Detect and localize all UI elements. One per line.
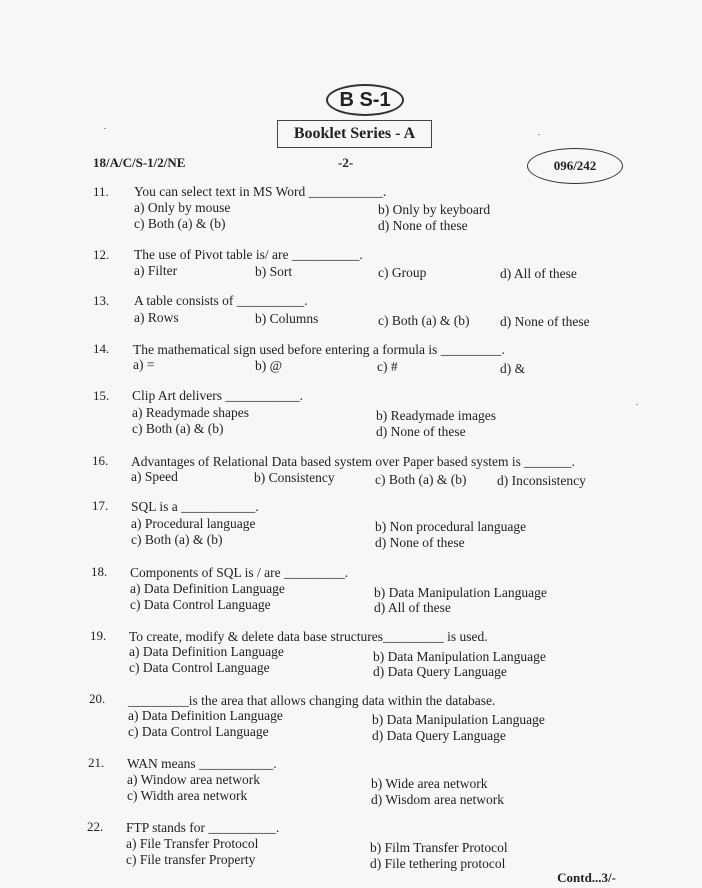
- option-c: c) File transfer Property: [126, 852, 256, 867]
- option-c: c) Both (a) & (b): [132, 421, 224, 436]
- question-text: Components of SQL is / are _________.: [130, 565, 349, 580]
- question-text: SQL is a ___________.: [131, 499, 259, 514]
- option-a: a) Procedural language: [131, 516, 256, 531]
- option-b: b) Wide area network: [371, 776, 488, 791]
- option-a: a) Only by mouse: [134, 200, 231, 215]
- option-b: b) Data Manipulation Language: [373, 649, 546, 664]
- option-d: d) None of these: [500, 314, 590, 329]
- option-d: d) Wisdom area network: [371, 792, 505, 807]
- option-a: a) Speed: [131, 469, 178, 484]
- series-code-badge: B S-1: [326, 84, 404, 116]
- option-d: d) All of these: [500, 266, 577, 281]
- option-d: d) Data Query Language: [373, 664, 507, 679]
- option-c: c) Both (a) & (b): [134, 216, 226, 231]
- question-number: 15.: [93, 388, 110, 403]
- option-c: c) Data Control Language: [130, 597, 271, 612]
- scan-speck: [636, 404, 638, 405]
- option-b: b) Data Manipulation Language: [372, 712, 545, 727]
- question-number: 13.: [93, 293, 110, 308]
- question-text: _________is the area that allows changing data within the database.: [128, 693, 496, 708]
- scan-speck: [538, 134, 540, 135]
- question-text: FTP stands for __________.: [126, 820, 280, 835]
- option-d: d) None of these: [376, 424, 466, 439]
- question-text: The use of Pivot table is/ are __________.: [134, 247, 363, 262]
- question-number: 16.: [92, 453, 109, 468]
- question-text: Clip Art delivers ___________.: [132, 388, 303, 403]
- option-b: b) Consistency: [254, 470, 335, 485]
- option-b: b) Sort: [255, 264, 293, 279]
- question-text: WAN means ___________.: [127, 756, 277, 771]
- option-a: a) Data Definition Language: [130, 581, 285, 596]
- option-c: c) Data Control Language: [129, 660, 270, 675]
- option-a: a) =: [133, 357, 155, 372]
- option-b: b) Only by keyboard: [378, 202, 491, 217]
- option-b: b) Readymade images: [376, 408, 496, 423]
- option-c: c) #: [377, 359, 398, 374]
- option-d: d) File tethering protocol: [370, 856, 506, 871]
- option-a: a) Filter: [134, 263, 178, 278]
- option-d: d) All of these: [374, 600, 451, 615]
- option-c: c) Data Control Language: [128, 724, 269, 739]
- option-d: d) &: [500, 361, 526, 376]
- question-number: 19.: [90, 628, 107, 643]
- option-c: c) Both (a) & (b): [375, 472, 467, 487]
- option-d: d) Inconsistency: [497, 473, 586, 488]
- question-text: A table consists of __________.: [134, 293, 308, 308]
- option-b: b) @: [255, 358, 283, 373]
- page-number: -2-: [338, 155, 354, 170]
- question-number: 17.: [92, 498, 109, 513]
- option-a: a) Readymade shapes: [132, 405, 249, 420]
- option-c: c) Width area network: [127, 788, 248, 803]
- scan-speck: [104, 128, 106, 129]
- option-a: a) Data Definition Language: [128, 708, 283, 723]
- option-c: c) Both (a) & (b): [378, 313, 470, 328]
- question-number: 22.: [87, 819, 104, 834]
- question-number: 12.: [93, 247, 110, 262]
- question-text: Advantages of Relational Data based system over Paper based system is _______.: [131, 454, 575, 469]
- question-number: 21.: [88, 755, 105, 770]
- option-a: a) Data Definition Language: [129, 644, 284, 659]
- option-c: c) Group: [378, 265, 427, 280]
- option-b: b) Data Manipulation Language: [374, 585, 547, 600]
- option-a: a) Rows: [134, 310, 179, 325]
- option-a: a) File Transfer Protocol: [126, 836, 259, 851]
- option-d: d) None of these: [375, 535, 465, 550]
- option-a: a) Window area network: [127, 772, 261, 787]
- question-text: You can select text in MS Word ___________.: [134, 184, 387, 199]
- option-d: d) Data Query Language: [372, 728, 506, 743]
- option-b: b) Non procedural language: [375, 519, 527, 534]
- question-number: 18.: [91, 564, 108, 579]
- booklet-series-label: Booklet Series - A: [277, 120, 432, 148]
- question-text: The mathematical sign used before entering a formula is _________.: [133, 342, 505, 357]
- paper-code: 18/A/C/S-1/2/NE: [93, 155, 186, 170]
- option-d: d) None of these: [378, 218, 468, 233]
- question-number: 11.: [93, 184, 109, 199]
- option-b: b) Columns: [255, 311, 319, 326]
- continued-note: Contd...3/-: [557, 870, 616, 885]
- question-number: 20.: [89, 691, 106, 706]
- question-text: To create, modify & delete data base structures_________ is used.: [129, 629, 488, 644]
- option-b: b) Film Transfer Protocol: [370, 840, 508, 855]
- option-c: c) Both (a) & (b): [131, 532, 223, 547]
- roll-number-badge: 096/242: [527, 148, 623, 184]
- question-number: 14.: [93, 341, 110, 356]
